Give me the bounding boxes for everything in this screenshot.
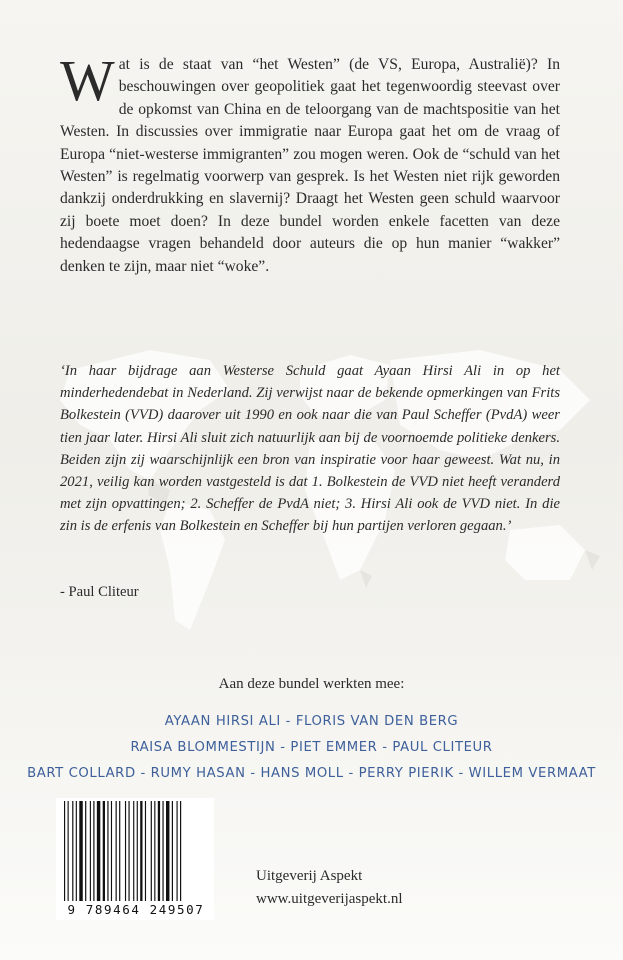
barcode-bar <box>145 801 146 901</box>
isbn-number: 9 789464 249507 <box>67 902 205 917</box>
contributors-line-2: RAISA BLOMMESTIJN - PIET EMMER - PAUL CLITEUR <box>130 740 493 755</box>
barcode-bar <box>97 801 100 901</box>
barcode-bar <box>172 801 173 901</box>
barcode-bar <box>125 801 126 901</box>
barcode-bar <box>72 801 73 901</box>
barcode-bar <box>93 801 94 901</box>
review-quote: ‘In haar bijdrage aan Westerse Schuld gaat Ayaan Hirsi Ali in op het minderhedendebat in Nederland. Zij verwijst naar de bekende opmerkingen van Frits Bolkestein (VVD) daarover uit 1990 en ook naar die van Paul Scheffer (PvdA) weer tien jaar later. Hirsi Ali sluit zich natuurlijk aan bij de voornoemde politieke denkers. Beiden zijn zij waarschijnlijk een bron van inspiratie voor haar geweest. Wat nu, in 2021, veilig kan worden vastgesteld is dat 1. Bolkestein de VVD niet heeft veranderd met zijn opvattingen; 2. Scheffer de PvdA niet; 3. Hirsi Ali ook de VVD niet. In die zin is de erfenis van Bolkestein en Scheffer bij hun partijen verloren gegaan.’ <box>60 363 560 535</box>
barcode-bar <box>76 801 77 901</box>
barcode-bar <box>140 801 142 901</box>
contributors-heading: Aan deze bundel werkten mee: <box>218 676 405 692</box>
barcode-bar <box>85 801 86 901</box>
barcode-bar <box>133 801 134 901</box>
barcode-bar <box>166 801 169 901</box>
barcode-bar <box>137 801 138 901</box>
publisher-url[interactable]: www.uitgeverijaspekt.nl <box>256 891 403 907</box>
intro-text: at is de staat van “het Westen” (de VS, Europa, Australië)? In beschouwingen over geopolitiek gaat het tegenwoordig steevast over de opkomst van China en de teloorgang van de machtspositie van het Westen. In discussies over immigratie naar Europa gaat het om de vraag of Europa “niet-westerse immigranten” zou mogen weren. Ook de “schuld van het Westen” is regelmatig voorwerp van gesprek. Is het Westen niet rijk geworden dankzij onderdrukking en slavernij? Draagt het Westen geen schuld waarvoor zij boete moet doen? In deze bundel worden enkele facetten van deze hedendaagse vragen behandeld door auteurs die op hun manier “wakker” denken te zijn, maar niet “woke”. <box>60 56 560 275</box>
barcode-bar <box>154 801 155 901</box>
contributors-line-3: BART COLLARD - RUMY HASAN - HANS MOLL - PERRY PIERIK - WILLEM VERMAAT <box>27 766 596 781</box>
barcode-bar <box>180 801 181 901</box>
isbn-barcode <box>62 801 208 901</box>
quote-attribution: - Paul Cliteur <box>60 584 139 600</box>
contributors-line-1: AYAAN HIRSI ALI - FLORIS VAN DEN BERG <box>164 714 459 729</box>
barcode-bar <box>151 801 152 901</box>
publisher-name: Uitgeverij Aspekt <box>256 868 363 884</box>
barcode-bar <box>68 801 69 901</box>
barcode-bar <box>158 801 160 901</box>
intro-paragraph <box>60 48 560 278</box>
barcode-bar <box>90 801 91 901</box>
barcode-bar <box>79 801 82 901</box>
barcode-bar <box>116 801 117 901</box>
drop-cap: W <box>60 48 115 113</box>
barcode-bar <box>119 801 120 901</box>
barcode-bar <box>128 801 129 901</box>
barcode-bar <box>103 801 105 901</box>
barcode-bar <box>162 801 163 901</box>
barcode-bar <box>107 801 108 901</box>
barcode-bar <box>64 801 65 901</box>
barcode-bar <box>177 801 178 901</box>
barcode-block <box>56 798 214 920</box>
barcode-bar <box>111 801 112 901</box>
